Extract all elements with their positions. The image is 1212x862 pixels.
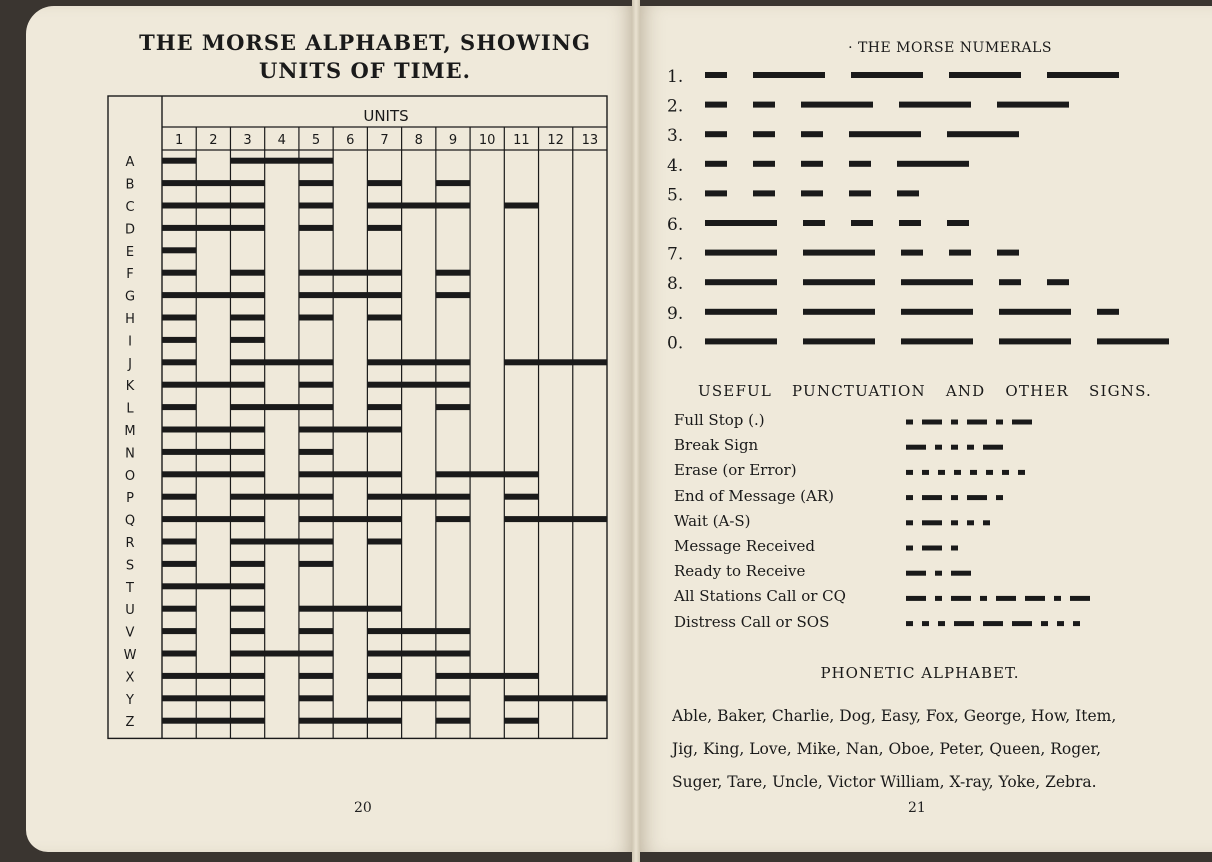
- dot-bar: [951, 546, 958, 551]
- unit-number: 5: [311, 133, 321, 148]
- units-header: UNITS: [363, 107, 409, 125]
- dot-bar: [901, 250, 923, 256]
- dot-bar: [906, 621, 913, 626]
- letter-label: L: [126, 401, 134, 417]
- page-number-left: 20: [354, 800, 372, 816]
- dot-bar: [801, 161, 823, 167]
- dot-bar: [906, 420, 913, 425]
- dot-bar: [906, 546, 913, 551]
- dot-bar: [951, 445, 958, 450]
- dash-bar: [753, 72, 825, 78]
- dot-bar: [999, 279, 1021, 285]
- dash-bar: [922, 495, 942, 500]
- sign-label: All Stations Call or CQ: [674, 587, 846, 606]
- dot-bar: [922, 470, 929, 475]
- dash-bar: [922, 546, 942, 551]
- dash-bar: [1070, 596, 1090, 601]
- dot-bar: [951, 420, 958, 425]
- dot-bar: [705, 161, 727, 167]
- dot-bar: [997, 250, 1019, 256]
- letter-label: I: [128, 334, 132, 350]
- unit-number: 4: [277, 133, 286, 148]
- letter-label: T: [126, 580, 134, 596]
- dash-bar: [906, 596, 926, 601]
- letter-label: X: [125, 670, 135, 686]
- dash-bar: [801, 102, 873, 108]
- dash-bar: [954, 621, 974, 626]
- dot-bar: [1041, 621, 1048, 626]
- sign-label: End of Message (AR): [674, 486, 834, 505]
- unit-number: 12: [547, 133, 564, 148]
- numeral-label: 2.: [667, 96, 684, 117]
- dash-bar: [906, 571, 926, 576]
- letter-label: S: [125, 558, 135, 574]
- dash-bar: [1012, 621, 1032, 626]
- dash-bar: [997, 102, 1069, 108]
- letter-label: B: [125, 177, 135, 193]
- dot-bar: [996, 420, 1003, 425]
- dash-bar: [967, 420, 987, 425]
- unit-number: 10: [478, 133, 496, 148]
- letter-label: M: [124, 424, 136, 439]
- dot-bar: [954, 470, 961, 475]
- letter-label: Q: [124, 513, 136, 529]
- letter-label: R: [125, 536, 135, 551]
- dot-bar: [705, 72, 727, 78]
- dash-bar: [803, 250, 875, 256]
- dash-bar: [906, 445, 926, 450]
- unit-number: 2: [209, 133, 218, 148]
- dot-bar: [1018, 470, 1025, 475]
- dash-bar: [922, 420, 942, 425]
- numeral-label: 4.: [667, 155, 684, 176]
- dot-bar: [967, 520, 974, 525]
- dash-bar: [901, 309, 973, 315]
- letter-label: F: [126, 267, 134, 283]
- sign-label: Wait (A-S): [674, 511, 751, 530]
- letter-label: O: [124, 468, 136, 484]
- sign-label: Break Sign: [674, 436, 759, 455]
- numeral-label: 7.: [667, 244, 684, 265]
- dot-bar: [949, 250, 971, 256]
- dot-bar: [906, 520, 913, 525]
- dash-bar: [996, 596, 1016, 601]
- numeral-label: 9.: [667, 303, 684, 324]
- letter-label: E: [125, 244, 135, 260]
- dash-bar: [1097, 338, 1169, 344]
- unit-number: 8: [414, 133, 423, 148]
- dot-bar: [803, 220, 825, 226]
- alphabet-title-line2: UNITS OF TIME.: [259, 58, 471, 83]
- dot-bar: [983, 520, 990, 525]
- letter-label: H: [125, 312, 135, 327]
- dot-bar: [922, 621, 929, 626]
- dot-bar: [938, 470, 945, 475]
- dot-bar: [996, 495, 1003, 500]
- dash-bar: [949, 72, 1021, 78]
- letter-label: K: [125, 379, 135, 395]
- dash-bar: [705, 338, 777, 344]
- letter-label: U: [125, 603, 135, 619]
- dash-bar: [1047, 72, 1119, 78]
- dash-bar: [983, 621, 1003, 626]
- dash-bar: [705, 279, 777, 285]
- unit-number: 11: [513, 133, 530, 148]
- dot-bar: [947, 220, 969, 226]
- letter-label: Z: [125, 715, 135, 731]
- dash-bar: [849, 131, 921, 137]
- unit-number: 6: [346, 133, 355, 148]
- unit-number: 3: [243, 133, 252, 148]
- dot-bar: [980, 596, 987, 601]
- dash-bar: [803, 309, 875, 315]
- unit-number: 7: [380, 133, 389, 148]
- dot-bar: [970, 470, 977, 475]
- dash-bar: [999, 309, 1071, 315]
- dash-bar: [947, 131, 1019, 137]
- dot-bar: [1097, 309, 1119, 315]
- dash-bar: [983, 445, 1003, 450]
- dash-bar: [967, 495, 987, 500]
- numeral-label: 8.: [667, 274, 684, 295]
- dot-bar: [705, 190, 727, 196]
- page-number-right: 21: [908, 800, 926, 816]
- dot-bar: [951, 495, 958, 500]
- dot-bar: [1047, 279, 1069, 285]
- letter-label: N: [125, 446, 135, 462]
- unit-number: 1: [174, 133, 184, 148]
- dot-bar: [967, 445, 974, 450]
- dot-bar: [705, 102, 727, 108]
- phonetic-alphabet: [672, 700, 1172, 799]
- dash-bar: [803, 338, 875, 344]
- dot-bar: [801, 190, 823, 196]
- dash-bar: [999, 338, 1071, 344]
- letter-label: V: [125, 625, 135, 641]
- dot-bar: [705, 131, 727, 137]
- dot-bar: [935, 571, 942, 576]
- dot-bar: [849, 161, 871, 167]
- numeral-label: 0.: [667, 333, 684, 354]
- dot-bar: [906, 470, 913, 475]
- numeral-label: 6.: [667, 215, 684, 235]
- dash-bar: [901, 338, 973, 344]
- dash-bar: [1025, 596, 1045, 601]
- dot-bar: [1002, 470, 1009, 475]
- dash-bar: [901, 279, 973, 285]
- phonetic-line: Jig, King, Love, Mike, Nan, Oboe, Peter, Queen, Roger,: [672, 740, 1101, 758]
- letter-label: J: [128, 356, 132, 372]
- letter-label: Y: [126, 692, 134, 708]
- sign-label: Ready to Receive: [674, 562, 806, 581]
- dash-bar: [705, 309, 777, 315]
- dash-bar: [951, 596, 971, 601]
- unit-number: 13: [581, 133, 599, 148]
- numeral-label: 3.: [667, 126, 684, 147]
- dot-bar: [753, 102, 775, 108]
- dot-bar: [851, 220, 873, 226]
- dot-bar: [897, 190, 919, 196]
- numeral-label: 5.: [667, 185, 684, 206]
- dot-bar: [849, 190, 871, 196]
- phonetic-line: Suger, Tare, Uncle, Victor William, X-ray, Yoke, Zebra.: [672, 773, 1097, 791]
- phonetic-line: Able, Baker, Charlie, Dog, Easy, Fox, George, How, Item,: [672, 707, 1117, 725]
- dash-bar: [851, 72, 923, 78]
- dash-bar: [1012, 420, 1032, 425]
- dot-bar: [1073, 621, 1080, 626]
- letter-label: A: [125, 155, 135, 171]
- dash-bar: [705, 220, 777, 226]
- dash-bar: [922, 520, 942, 525]
- phonetic-title: PHONETIC ALPHABET.: [820, 664, 1020, 682]
- dash-bar: [951, 571, 971, 576]
- sign-label: Distress Call or SOS: [674, 612, 830, 631]
- dot-bar: [938, 621, 945, 626]
- dot-bar: [899, 220, 921, 226]
- numerals-title: · THE MORSE NUMERALS: [848, 40, 1052, 56]
- dot-bar: [906, 495, 913, 500]
- letter-label: G: [124, 289, 136, 305]
- letter-label: C: [125, 200, 135, 215]
- dash-bar: [897, 161, 969, 167]
- dot-bar: [753, 161, 775, 167]
- dash-bar: [803, 279, 875, 285]
- dot-bar: [1054, 596, 1061, 601]
- dot-bar: [753, 131, 775, 137]
- dot-bar: [986, 470, 993, 475]
- numeral-label: 1.: [667, 67, 684, 87]
- dot-bar: [935, 445, 942, 450]
- dot-bar: [935, 596, 942, 601]
- dot-bar: [951, 520, 958, 525]
- dash-bar: [899, 102, 971, 108]
- dash-bar: [705, 250, 777, 256]
- letter-label: D: [124, 222, 136, 238]
- letter-label: P: [126, 491, 134, 507]
- dot-bar: [1057, 621, 1064, 626]
- alphabet-title-line1: THE MORSE ALPHABET, SHOWING: [139, 30, 591, 55]
- dot-bar: [801, 131, 823, 137]
- unit-number: 9: [448, 133, 458, 148]
- dot-bar: [753, 190, 775, 196]
- sign-label: Full Stop (.): [674, 411, 765, 429]
- sign-label: Message Received: [674, 537, 816, 555]
- punctuation-title: USEFUL PUNCTUATION AND OTHER SIGNS.: [697, 382, 1152, 400]
- letter-label: W: [123, 648, 137, 663]
- sign-label: Erase (or Error): [674, 461, 797, 480]
